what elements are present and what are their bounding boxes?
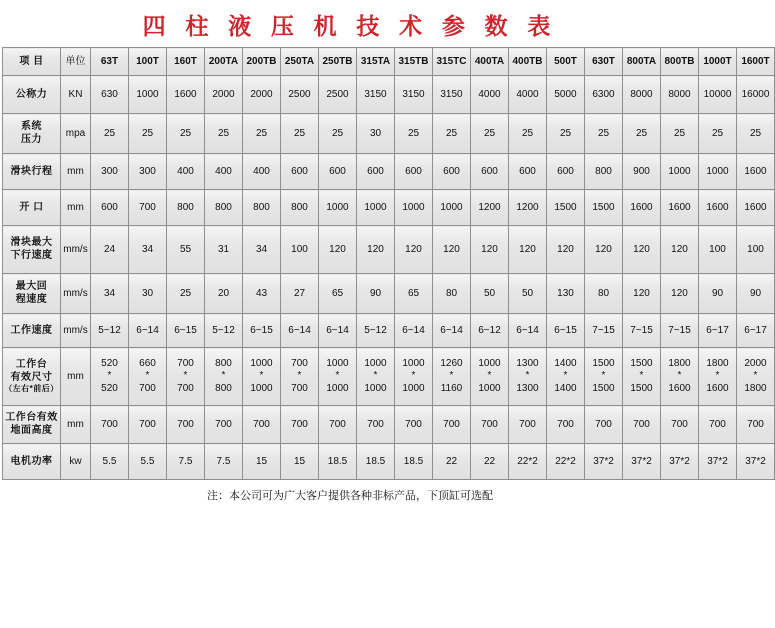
table-cell: 100	[281, 226, 319, 274]
table-cell: 1200	[471, 190, 509, 226]
table-cell: 700	[243, 406, 281, 444]
table-cell: 90	[357, 274, 395, 314]
table-cell: 43	[243, 274, 281, 314]
table-cell: 22	[433, 444, 471, 480]
table-cell: 700	[319, 406, 357, 444]
table-cell: 20	[205, 274, 243, 314]
row-label: 滑块最大 下行速度	[3, 226, 61, 274]
table-cell: 900	[623, 154, 661, 190]
table-cell: 22*2	[509, 444, 547, 480]
header-model-315ta: 315TA	[357, 48, 395, 76]
table-cell: 22	[471, 444, 509, 480]
header-model-630t: 630T	[585, 48, 623, 76]
table-cell: 6~12	[471, 314, 509, 348]
table-cell: 4000	[471, 76, 509, 114]
row-unit: mm/s	[61, 226, 91, 274]
table-cell: 3150	[357, 76, 395, 114]
table-cell: 5000	[547, 76, 585, 114]
table-cell: 5~12	[205, 314, 243, 348]
table-row	[3, 274, 775, 314]
table-cell: 6~14	[395, 314, 433, 348]
row-label: 开 口	[3, 190, 61, 226]
table-cell: 400	[167, 154, 205, 190]
table-cell: 1000	[357, 190, 395, 226]
header-model-400tb: 400TB	[509, 48, 547, 76]
table-cell: 800	[167, 190, 205, 226]
table-cell: 1000	[433, 190, 471, 226]
table-cell: 25	[585, 114, 623, 154]
header-model-800tb: 800TB	[661, 48, 699, 76]
table-cell: 37*2	[661, 444, 699, 480]
table-cell: 700	[547, 406, 585, 444]
table-cell: 520 * 520	[91, 348, 129, 406]
table-cell: 6~15	[243, 314, 281, 348]
table-cell: 400	[243, 154, 281, 190]
table-cell: 2500	[319, 76, 357, 114]
table-cell: 800	[243, 190, 281, 226]
header-unit-label: 单位	[61, 48, 91, 76]
table-cell: 18.5	[395, 444, 433, 480]
row-unit: mm/s	[61, 274, 91, 314]
table-cell: 22*2	[547, 444, 585, 480]
table-cell: 37*2	[623, 444, 661, 480]
table-cell: 1000 * 1000	[357, 348, 395, 406]
table-cell: 120	[623, 226, 661, 274]
table-cell: 6~14	[319, 314, 357, 348]
table-cell: 25	[395, 114, 433, 154]
table-cell: 700	[395, 406, 433, 444]
row-unit: mm/s	[61, 314, 91, 348]
table-cell: 1500 * 1500	[585, 348, 623, 406]
table-cell: 700	[129, 190, 167, 226]
table-cell: 100	[699, 226, 737, 274]
table-cell: 700	[661, 406, 699, 444]
table-cell: 5.5	[129, 444, 167, 480]
table-cell: 15	[281, 444, 319, 480]
header-item-label: 项 目	[3, 48, 61, 76]
table-cell: 6300	[585, 76, 623, 114]
table-cell: 1600	[699, 190, 737, 226]
table-row	[3, 154, 775, 190]
table-cell: 27	[281, 274, 319, 314]
header-model-250ta: 250TA	[281, 48, 319, 76]
table-cell: 80	[585, 274, 623, 314]
table-cell: 700	[737, 406, 775, 444]
table-cell: 1600	[661, 190, 699, 226]
table-cell: 600	[281, 154, 319, 190]
table-cell: 120	[547, 226, 585, 274]
table-cell: 600	[319, 154, 357, 190]
table-cell: 6~17	[737, 314, 775, 348]
row-label: 公称力	[3, 76, 61, 114]
table-cell: 120	[661, 274, 699, 314]
table-cell: 10000	[699, 76, 737, 114]
table-cell: 800 * 800	[205, 348, 243, 406]
table-cell: 30	[357, 114, 395, 154]
table-cell: 1000	[699, 154, 737, 190]
table-cell: 31	[205, 226, 243, 274]
table-cell: 120	[319, 226, 357, 274]
table-cell: 120	[471, 226, 509, 274]
spec-table	[2, 47, 775, 480]
header-model-315tb: 315TB	[395, 48, 433, 76]
table-cell: 700	[433, 406, 471, 444]
table-cell: 700	[91, 406, 129, 444]
header-model-160t: 160T	[167, 48, 205, 76]
header-model-315tc: 315TC	[433, 48, 471, 76]
header-model-500t: 500T	[547, 48, 585, 76]
table-cell: 1000 * 1000	[395, 348, 433, 406]
table-cell: 65	[395, 274, 433, 314]
table-cell: 120	[509, 226, 547, 274]
header-model-400ta: 400TA	[471, 48, 509, 76]
table-cell: 25	[129, 114, 167, 154]
header-model-63t: 63T	[91, 48, 129, 76]
table-cell: 1800 * 1600	[661, 348, 699, 406]
table-cell: 25	[167, 274, 205, 314]
header-model-100t: 100T	[129, 48, 167, 76]
table-cell: 5.5	[91, 444, 129, 480]
table-cell: 5~12	[91, 314, 129, 348]
row-label: 工作速度	[3, 314, 61, 348]
table-cell: 6~14	[433, 314, 471, 348]
header-model-800ta: 800TA	[623, 48, 661, 76]
table-cell: 18.5	[319, 444, 357, 480]
table-cell: 700	[357, 406, 395, 444]
header-model-200tb: 200TB	[243, 48, 281, 76]
table-cell: 600	[471, 154, 509, 190]
table-cell: 25	[205, 114, 243, 154]
row-unit: mm	[61, 348, 91, 406]
table-cell: 700	[509, 406, 547, 444]
row-label: 电机功率	[3, 444, 61, 480]
table-cell: 3150	[395, 76, 433, 114]
table-cell: 700	[699, 406, 737, 444]
table-cell: 120	[395, 226, 433, 274]
table-cell: 15	[243, 444, 281, 480]
table-cell: 1000 * 1000	[471, 348, 509, 406]
table-cell: 800	[585, 154, 623, 190]
header-model-200ta: 200TA	[205, 48, 243, 76]
row-label: 滑块行程	[3, 154, 61, 190]
table-cell: 400	[205, 154, 243, 190]
table-cell: 8000	[623, 76, 661, 114]
table-cell: 1300 * 1300	[509, 348, 547, 406]
table-cell: 25	[243, 114, 281, 154]
table-cell: 700	[623, 406, 661, 444]
table-cell: 1400 * 1400	[547, 348, 585, 406]
table-cell: 7~15	[623, 314, 661, 348]
page-title: 四 柱 液 压 机 技 术 参 数 表	[142, 14, 558, 39]
table-cell: 800	[281, 190, 319, 226]
table-cell: 1500	[547, 190, 585, 226]
table-cell: 80	[433, 274, 471, 314]
table-cell: 630	[91, 76, 129, 114]
table-cell: 800	[205, 190, 243, 226]
row-unit: mm	[61, 154, 91, 190]
table-cell: 700 * 700	[281, 348, 319, 406]
table-cell: 7.5	[167, 444, 205, 480]
table-cell: 7.5	[205, 444, 243, 480]
table-cell: 600	[547, 154, 585, 190]
spec-table-wrapper	[0, 47, 770, 480]
row-label: 最大回 程速度	[3, 274, 61, 314]
table-header-row	[3, 48, 775, 76]
table-cell: 25	[319, 114, 357, 154]
table-cell: 50	[509, 274, 547, 314]
table-cell: 120	[623, 274, 661, 314]
table-cell: 50	[471, 274, 509, 314]
header-model-1600t: 1600T	[737, 48, 775, 76]
table-cell: 34	[91, 274, 129, 314]
header-model-250tb: 250TB	[319, 48, 357, 76]
table-cell: 1600	[737, 190, 775, 226]
table-cell: 7~15	[585, 314, 623, 348]
table-cell: 6~15	[547, 314, 585, 348]
table-cell: 24	[91, 226, 129, 274]
table-cell: 1000	[661, 154, 699, 190]
footer-note: 注：本公司可为广大客户提供各种非标产品，下顶缸可选配	[207, 490, 493, 502]
table-cell: 700	[167, 406, 205, 444]
table-row	[3, 348, 775, 406]
row-unit: mm	[61, 406, 91, 444]
table-cell: 3150	[433, 76, 471, 114]
table-cell: 100	[737, 226, 775, 274]
table-cell: 1000 * 1000	[243, 348, 281, 406]
table-cell: 1000 * 1000	[319, 348, 357, 406]
table-cell: 130	[547, 274, 585, 314]
table-cell: 37*2	[699, 444, 737, 480]
table-cell: 120	[433, 226, 471, 274]
table-cell: 2000	[205, 76, 243, 114]
table-row	[3, 114, 775, 154]
table-cell: 34	[129, 226, 167, 274]
table-row	[3, 406, 775, 444]
table-cell: 18.5	[357, 444, 395, 480]
table-cell: 6~15	[167, 314, 205, 348]
table-cell: 25	[91, 114, 129, 154]
table-cell: 25	[509, 114, 547, 154]
table-cell: 600	[357, 154, 395, 190]
table-cell: 300	[91, 154, 129, 190]
row-label: 工作台 有效尺寸 （左右*前后）	[3, 348, 61, 406]
table-cell: 25	[433, 114, 471, 154]
table-cell: 1000	[129, 76, 167, 114]
table-cell: 2000 * 1800	[737, 348, 775, 406]
table-cell: 4000	[509, 76, 547, 114]
table-row	[3, 444, 775, 480]
table-cell: 25	[661, 114, 699, 154]
table-cell: 2500	[281, 76, 319, 114]
table-row	[3, 76, 775, 114]
table-cell: 6~14	[281, 314, 319, 348]
table-cell: 7~15	[661, 314, 699, 348]
header-model-1000t: 1000T	[699, 48, 737, 76]
table-cell: 25	[547, 114, 585, 154]
row-unit: kw	[61, 444, 91, 480]
table-cell: 600	[91, 190, 129, 226]
table-cell: 700 * 700	[167, 348, 205, 406]
table-cell: 25	[699, 114, 737, 154]
table-cell: 1000	[319, 190, 357, 226]
table-cell: 700	[281, 406, 319, 444]
table-cell: 700	[585, 406, 623, 444]
table-cell: 120	[585, 226, 623, 274]
table-cell: 1500	[585, 190, 623, 226]
table-cell: 8000	[661, 76, 699, 114]
table-row	[3, 226, 775, 274]
table-cell: 300	[129, 154, 167, 190]
row-unit: KN	[61, 76, 91, 114]
table-cell: 37*2	[585, 444, 623, 480]
table-cell: 700	[471, 406, 509, 444]
table-cell: 600	[433, 154, 471, 190]
table-cell: 120	[357, 226, 395, 274]
table-cell: 600	[509, 154, 547, 190]
table-cell: 25	[623, 114, 661, 154]
table-cell: 5~12	[357, 314, 395, 348]
table-cell: 34	[243, 226, 281, 274]
table-cell: 25	[737, 114, 775, 154]
table-cell: 25	[281, 114, 319, 154]
table-cell: 16000	[737, 76, 775, 114]
table-cell: 660 * 700	[129, 348, 167, 406]
table-cell: 6~14	[509, 314, 547, 348]
table-cell: 25	[471, 114, 509, 154]
table-cell: 25	[167, 114, 205, 154]
table-cell: 1200	[509, 190, 547, 226]
table-cell: 37*2	[737, 444, 775, 480]
table-row	[3, 190, 775, 226]
table-cell: 1500 * 1500	[623, 348, 661, 406]
table-cell: 90	[699, 274, 737, 314]
table-cell: 1260 * 1160	[433, 348, 471, 406]
table-cell: 1800 * 1600	[699, 348, 737, 406]
table-cell: 2000	[243, 76, 281, 114]
spec-table-body	[3, 48, 775, 480]
row-unit: mm	[61, 190, 91, 226]
table-cell: 1600	[623, 190, 661, 226]
table-row	[3, 314, 775, 348]
table-cell: 1600	[737, 154, 775, 190]
row-label: 工作台有效 地面高度	[3, 406, 61, 444]
table-cell: 30	[129, 274, 167, 314]
table-cell: 6~14	[129, 314, 167, 348]
table-cell: 1600	[167, 76, 205, 114]
table-cell: 90	[737, 274, 775, 314]
row-unit: mpa	[61, 114, 91, 154]
table-cell: 1000	[395, 190, 433, 226]
row-label: 系统 压力	[3, 114, 61, 154]
table-cell: 600	[395, 154, 433, 190]
table-cell: 700	[129, 406, 167, 444]
table-cell: 120	[661, 226, 699, 274]
table-cell: 6~17	[699, 314, 737, 348]
table-cell: 65	[319, 274, 357, 314]
table-cell: 700	[205, 406, 243, 444]
table-cell: 55	[167, 226, 205, 274]
